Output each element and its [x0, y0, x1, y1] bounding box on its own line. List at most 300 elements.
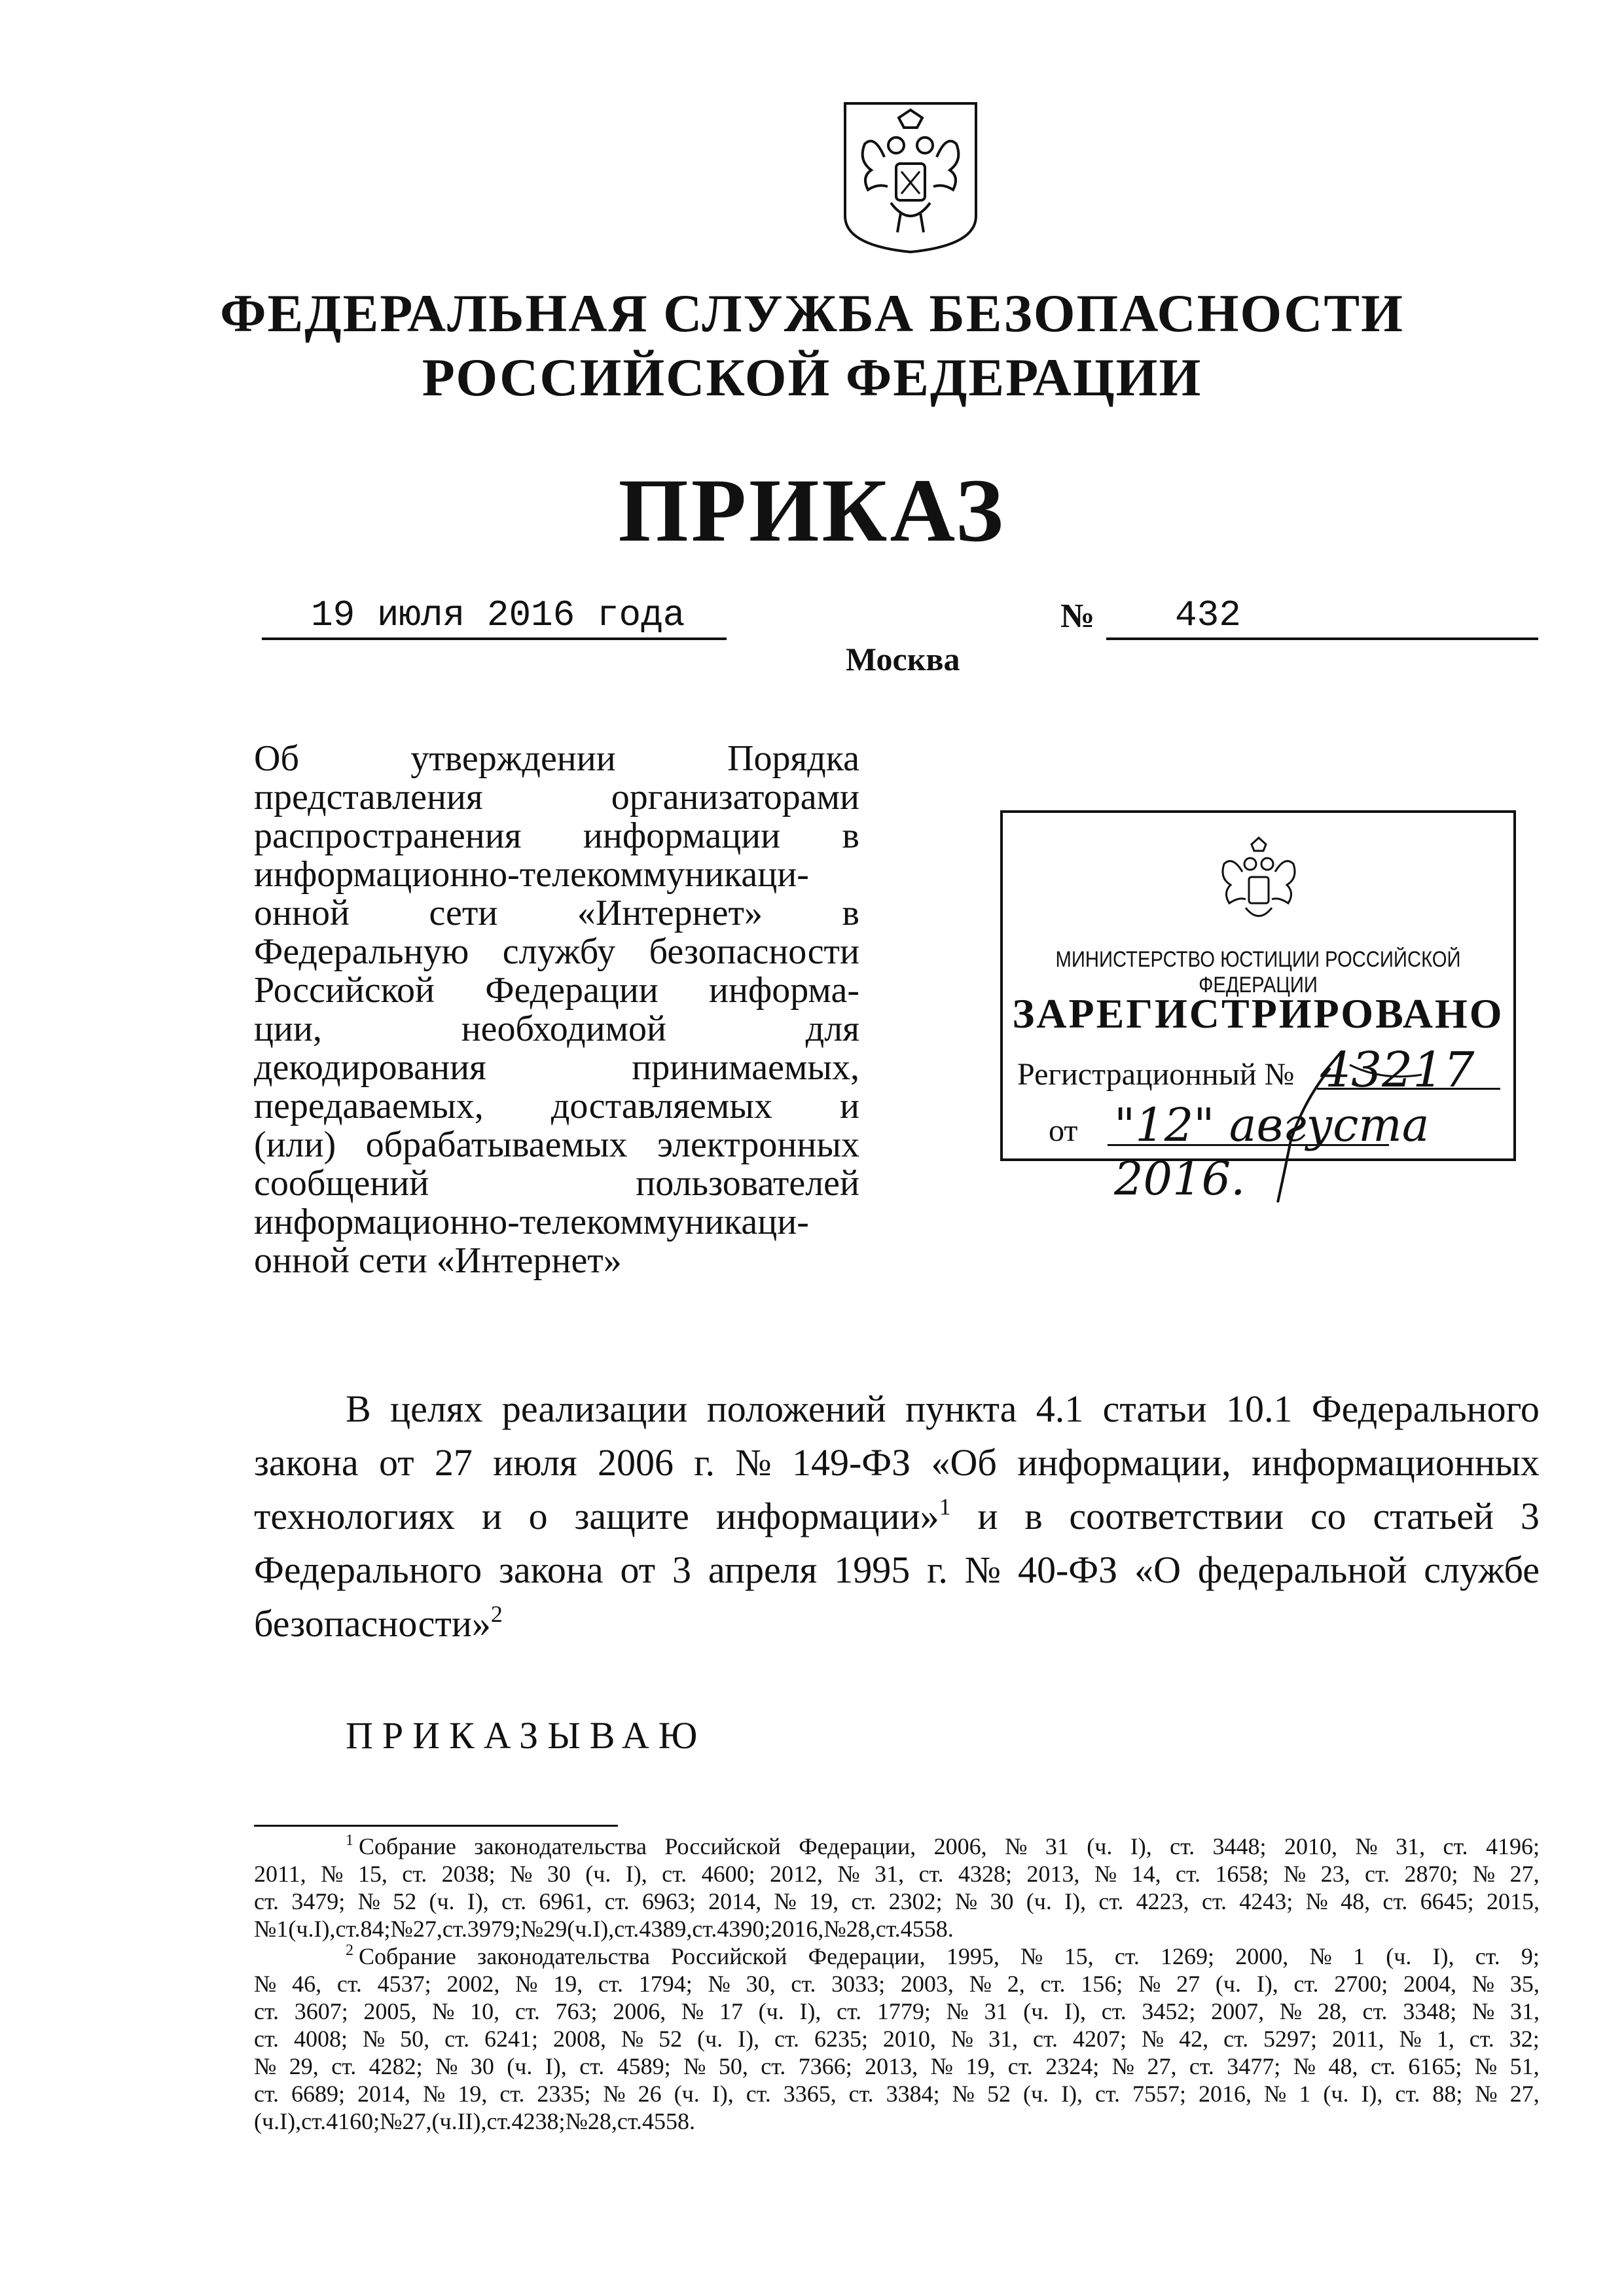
footnote-word: ст.: [1033, 2026, 1058, 2052]
footnote-word: (ч.: [1023, 1998, 1049, 2024]
footnote-word: №: [1138, 1971, 1161, 1997]
footnote-word: 2005,: [363, 1998, 417, 2024]
city: Москва: [846, 641, 960, 677]
body-word: реализации: [501, 1388, 688, 1430]
footnote-line: [254, 1970, 1540, 1998]
footnote-word: 26: [638, 2081, 662, 2107]
footnote-word: №: [1264, 2081, 1287, 2107]
footnote-word: №: [621, 2026, 644, 2052]
footnote-word: ст.: [254, 1998, 280, 2024]
footnote-word: ст.: [444, 2026, 470, 2052]
stamp-reg-number: 43217: [1320, 1042, 1475, 1098]
footnote-word: (ч.: [1087, 1833, 1113, 1859]
footnote-word: 28,: [587, 2108, 617, 2134]
footnote-word: I),: [545, 2053, 567, 2079]
body-word: закона: [498, 1549, 604, 1591]
footnote-word: (ч.: [431, 2108, 458, 2134]
footnote-word: 2006,: [933, 1833, 987, 1859]
footnote-word: 2014,: [357, 2081, 410, 2107]
footnote-word: 27,: [412, 1916, 442, 1942]
footnote-word: 27,: [402, 2108, 432, 2134]
footnote-word: (ч.: [254, 2108, 280, 2134]
footnote-line: [254, 1888, 1540, 1915]
footnote-word: 46,: [292, 1971, 322, 1997]
title-word: безопасности: [649, 931, 859, 972]
footnote-word: 4328;: [958, 1861, 1013, 1887]
body-word: информации»$^1$: [715, 1494, 951, 1537]
footnote-word: 2006,: [613, 1998, 666, 2024]
footnote-word: 6961,: [539, 1888, 592, 1914]
title-word: Об: [254, 738, 299, 779]
footnote-line: [254, 1833, 1540, 1860]
footnote-word: ст.: [746, 2081, 771, 2107]
title-word: декодирования: [254, 1047, 486, 1088]
coat-of-arms-icon: [839, 98, 983, 255]
footnote-word: 2700;: [1334, 1971, 1388, 1997]
footnote-word: 30: [470, 2053, 494, 2079]
footnote-word: 1,: [1436, 2026, 1454, 2052]
title-word: для: [805, 1009, 859, 1049]
footnote-word: ст.: [774, 2026, 800, 2052]
body-word: и: [977, 1495, 998, 1537]
title-word: передаваемых,: [254, 1086, 484, 1126]
footnote-word: 2010,: [1284, 1833, 1337, 1859]
footnote-word: 2013,: [1026, 1861, 1080, 1887]
body-word: «Об: [931, 1441, 997, 1484]
title-line: [254, 1242, 859, 1280]
footnote-word: №: [1141, 2026, 1164, 2052]
title-line: [254, 971, 859, 1010]
title-word: пользователей: [636, 1163, 859, 1204]
footnote-word: 32;: [1509, 2026, 1540, 2052]
footnote-word: №: [1309, 1943, 1332, 1969]
body-word: 149-ФЗ: [791, 1441, 911, 1484]
signature-icon: [1252, 1062, 1461, 1206]
body-word: «О: [1134, 1549, 1181, 1591]
footnote-word: (ч.: [288, 1916, 314, 1942]
body-word: информационных: [1251, 1441, 1540, 1484]
footnote-word: 3479;: [291, 1888, 346, 1914]
footnote-word: ст.: [875, 1916, 901, 1942]
footnote-word: №: [1399, 2026, 1422, 2052]
title-word: и: [840, 1086, 859, 1126]
body-word: В: [346, 1388, 371, 1430]
footnote-line: [254, 2080, 1540, 2108]
footnote-word: 4558.: [900, 1916, 954, 1942]
footnote-word: №: [954, 1888, 978, 1914]
footnote-line: [254, 2053, 1540, 2080]
footnote-word: ст.: [254, 2081, 280, 2107]
footnote-word: 6165;: [1408, 2053, 1462, 2079]
footnote-line: [254, 2108, 1540, 2135]
footnote-word: ст.: [1007, 2053, 1033, 2079]
body-line: [254, 1597, 1540, 1651]
footnote-word: №: [1471, 1971, 1495, 1997]
footnote-word: 1794;: [638, 1971, 693, 1997]
title-line: [254, 740, 859, 778]
footnote-word: 31,: [1396, 1833, 1426, 1859]
footnote-word: 2014,: [708, 1888, 762, 1914]
footnote-word: 2011,: [254, 1861, 306, 1887]
footnote-word: №: [683, 2053, 706, 2079]
title-line: [254, 1087, 859, 1126]
footnote-word: 6645;: [1420, 1888, 1474, 1914]
footnote-word: 2038;: [441, 1861, 496, 1887]
footnote-word: 4238;: [511, 2108, 566, 2134]
title-word: информации: [583, 816, 781, 856]
footnote-word: 27,: [1147, 2053, 1177, 2079]
body-word: федеральной: [1197, 1549, 1407, 1591]
footnote-word: I),: [1064, 1998, 1087, 2024]
body-line: [254, 1490, 1540, 1543]
footnote-word: 1779;: [876, 1998, 931, 2024]
footnote-marker[interactable]: 1: [939, 1494, 951, 1520]
footnote-word: №: [1283, 1861, 1307, 1887]
footnote-word: №: [1474, 2053, 1498, 2079]
footnote-word: ст.: [617, 2108, 642, 2134]
footnote-word: №: [520, 1916, 544, 1942]
footnote-word: ст.: [1370, 2053, 1396, 2079]
title-line: [254, 933, 859, 971]
agency-name-line1: ФЕДЕРАЛЬНАЯ СЛУЖБА БЕЗОПАСНОСТИ: [220, 283, 1404, 343]
footnote-word: ст.: [336, 1971, 362, 1997]
footnote-word: 2003,: [900, 1971, 954, 1997]
title-word: утверждении: [410, 738, 616, 779]
footnote-number: 1: [346, 1832, 353, 1849]
footnote-word: №: [952, 2081, 975, 2107]
footnote-line: [254, 1860, 1540, 1888]
footnote-word: ст.: [486, 2108, 512, 2134]
footnote-word: 2004,: [1403, 1971, 1457, 1997]
footnote-word: №: [254, 1971, 277, 1997]
body-word: №: [964, 1549, 1001, 1591]
registration-stamp: [1000, 810, 1516, 1206]
footnote-word: Российской: [671, 1943, 787, 1969]
body-word: службе: [1424, 1549, 1540, 1591]
footnote-word: Федерации,: [799, 1833, 916, 1859]
footnote-word: №: [362, 2026, 386, 2052]
stamp-coat-of-arms-icon: [1210, 833, 1308, 931]
footnote-word: ст.: [851, 1888, 876, 1914]
body-word: информации,: [1017, 1441, 1231, 1484]
footnote-word: ст.: [1176, 1861, 1201, 1887]
footnote-word: (ч.: [585, 1861, 611, 1887]
footnote-word: (ч.: [507, 2053, 533, 2079]
footnote-word: 4196;: [1485, 1833, 1540, 1859]
footnote-word: 2012,: [770, 1861, 823, 1887]
footnote-word: 10,: [470, 1998, 500, 2024]
footnote-word: 2016,: [1199, 2081, 1252, 2107]
footnote-word: ст.: [1469, 2026, 1494, 2052]
footnote-word: I),: [467, 1888, 489, 1914]
footnote-word: №: [930, 2053, 953, 2079]
footnote-word: ст.: [1170, 1833, 1195, 1859]
footnote-word: ст.: [791, 1971, 816, 1997]
stamp-from-label: от: [1049, 1113, 1078, 1148]
footnote-word: ст.: [761, 2053, 786, 2079]
footnote-word: 3607;: [294, 1998, 348, 2024]
footnote-word: II),: [457, 2108, 487, 2134]
footnote-word: 4008;: [293, 2026, 348, 2052]
footnote-word: законодательства: [477, 1943, 650, 1969]
footnote-word: ст.: [604, 1888, 630, 1914]
footnote-word: 3448;: [1212, 1833, 1267, 1859]
footnote-word: ст.: [579, 2053, 605, 2079]
footnote-word: №: [681, 1998, 704, 2024]
footnote-word: 2013,: [865, 2053, 918, 2079]
footnote-word: №: [774, 1888, 797, 1914]
footnote-word: №: [708, 1971, 731, 1997]
footnote-word: 52: [659, 2026, 683, 2052]
footnote-line: [254, 1943, 1540, 1970]
footnote-word: I),: [1061, 2081, 1083, 2107]
footnote-word: ст.: [662, 1861, 687, 1887]
title-word: в: [842, 816, 859, 856]
footnote-word: I),: [592, 1916, 615, 1942]
footnote-word: ст.: [1101, 1998, 1127, 2024]
footnote-word: ст.: [331, 2053, 357, 2079]
footnote-word: I),: [314, 1916, 336, 1942]
footnote-word: 3033;: [831, 1971, 886, 1997]
footnote-word: 31: [984, 1998, 1008, 2024]
body-word: технологиях: [254, 1495, 456, 1537]
title-word: онной сети «Интернет»: [254, 1240, 622, 1281]
title-line: [254, 1203, 859, 1242]
footnote-line: [254, 2025, 1540, 2053]
title-word: представления: [254, 777, 483, 817]
footnote-word: 2870;: [1404, 1861, 1458, 1887]
footnote-word: №: [390, 1916, 413, 1942]
footnote-word: ст.: [1365, 1861, 1390, 1887]
footnote-word: 88;: [1432, 2081, 1463, 2107]
footnote-word: 30: [547, 1861, 571, 1887]
footnote-word: 4207;: [1072, 2026, 1127, 2052]
footnote-word: №: [510, 1861, 533, 1887]
footnote-word: 15,: [1064, 1943, 1094, 1969]
footnote-word: (ч.: [1215, 1971, 1242, 1997]
footnote-word: (ч.: [429, 1888, 455, 1914]
footnote-word: ст.: [1395, 2081, 1420, 2107]
title-word: информационно-телекоммуникаци-: [254, 854, 809, 895]
body-word: 3: [1520, 1495, 1540, 1537]
footnote-word: 6963;: [641, 1888, 696, 1914]
footnote-word: 3384;: [886, 2081, 940, 2107]
footnote-word: I),: [280, 2108, 302, 2134]
title-word: (или): [254, 1124, 336, 1165]
title-word: Федеральную: [254, 931, 469, 972]
footnote-word: ст.: [918, 1861, 944, 1887]
footnote-word: I),: [712, 2081, 734, 2107]
footnote-word: 19,: [965, 2053, 996, 2079]
footnote-word: 28,: [846, 1916, 876, 1942]
body-word: 3: [672, 1549, 692, 1591]
footnote-word: 23,: [1320, 1861, 1350, 1887]
footnote-word: 2000,: [1235, 1943, 1289, 1969]
footnote-word: №: [1355, 1833, 1378, 1859]
footnote-word: №: [1471, 1998, 1495, 2024]
body-word: защите: [574, 1495, 689, 1537]
footnote-word: 4282;: [369, 2053, 423, 2079]
order-word: ПРИКАЗЫВАЮ: [346, 1714, 707, 1757]
footnote-word: (ч.: [567, 1916, 593, 1942]
footnote-word: (ч.: [1323, 2081, 1349, 2107]
footnote-word: ст.: [1098, 1888, 1124, 1914]
title-word: сообщений: [254, 1163, 429, 1204]
footnote-word: ст.: [1382, 1888, 1408, 1914]
body-word: 10.1: [1225, 1388, 1293, 1430]
footnote-word: 29: [543, 1916, 568, 1942]
footnote-word: I),: [625, 1861, 647, 1887]
footnote-word: №: [823, 1916, 846, 1942]
footnote-word: №: [1293, 2053, 1316, 2079]
footnote-word: №: [1094, 1861, 1117, 1887]
footnote-word: (ч.: [1023, 2081, 1049, 2107]
footnote-word: 15,: [357, 1861, 388, 1887]
footnote-word: №: [1111, 2053, 1135, 2079]
footnote-word: 84;: [360, 1916, 391, 1942]
title-word: онной: [254, 893, 350, 933]
body-word: в: [1024, 1495, 1043, 1537]
body-word: закона: [254, 1441, 359, 1484]
title-line: [254, 1164, 859, 1203]
footnote-word: ст.: [254, 2026, 280, 2052]
footnote-marker[interactable]: 2: [490, 1601, 503, 1627]
title-line: [254, 817, 859, 855]
title-word: сети: [429, 893, 498, 933]
footnote-word: 19,: [809, 1888, 839, 1914]
preamble: [254, 1382, 1540, 1651]
title-word: распространения: [254, 816, 522, 856]
title-line: [254, 894, 859, 933]
footnote-word: №: [515, 1971, 538, 1997]
body-word: соответствии: [1069, 1495, 1284, 1537]
footnote-word: 50,: [400, 2026, 430, 2052]
footnote-word: 1658;: [1215, 1861, 1269, 1887]
footnote-word: ст.: [598, 1971, 624, 1997]
body-word: статьей: [1373, 1495, 1494, 1537]
title-line: [254, 855, 859, 894]
footnote-word: 2302;: [888, 1888, 943, 1914]
footnote-word: 4160;: [326, 2108, 380, 2134]
footnote-word: 2016,: [770, 1916, 824, 1942]
footnote-word: 6241;: [484, 2026, 539, 2052]
footnote-word: I),: [738, 2026, 760, 2052]
footnote-word: 35,: [1509, 1971, 1540, 1997]
footnote-word: 4243;: [1239, 1888, 1293, 1914]
footnote-word: 4558.: [641, 2108, 695, 2134]
body-word: 40-ФЗ: [1017, 1549, 1118, 1591]
footnote-word: №: [565, 2108, 588, 2134]
agency-name-line2: РОССИЙСКОЙ ФЕДЕРАЦИИ: [422, 348, 1202, 407]
body-word: и: [481, 1495, 502, 1537]
footnote-word: ст.: [499, 2081, 525, 2107]
footnote-word: №: [1475, 2081, 1498, 2107]
footnote-word: ст.: [1475, 1943, 1500, 1969]
title-word: электронных: [657, 1124, 859, 1165]
footnote-word: ст.: [514, 1998, 540, 2024]
title-word: службу: [502, 931, 616, 972]
footnote-word: ст.: [692, 1916, 717, 1942]
footnote-word: ст.: [1293, 1971, 1319, 1997]
footnote-word: Федерации,: [808, 1943, 926, 1969]
footnote-word: №: [950, 2026, 974, 2052]
footnote-word: ст.: [1189, 2053, 1214, 2079]
footnote-word: №: [969, 1971, 992, 1997]
body-word: от: [620, 1549, 656, 1591]
stamp-reg-label: Регистрационный №: [1017, 1057, 1295, 1092]
body-word: статьи: [1102, 1388, 1207, 1430]
title-word: Федерации: [485, 970, 659, 1011]
footnote-word: ст.: [837, 1998, 862, 2024]
footnote-word: $^1$ Собрание: [346, 1832, 456, 1859]
title-word: информа-: [709, 970, 859, 1011]
footnote-word: I),: [1256, 1971, 1278, 1997]
body-word: Федерального: [254, 1549, 482, 1591]
footnote-word: 19,: [553, 1971, 583, 1997]
footnote-word: 4600;: [701, 1861, 755, 1887]
footnote-word: ст.: [1223, 2026, 1249, 2052]
footnote-word: 31,: [875, 1861, 905, 1887]
body-word: Федерального: [1311, 1388, 1540, 1430]
footnote-word: 156;: [1081, 1971, 1123, 1997]
footnote-word: №: [254, 2053, 277, 2079]
footnote-word: ст.: [402, 1861, 427, 1887]
footnote-word: 4389,: [639, 1916, 693, 1942]
footnote-word: 31,: [988, 2026, 1019, 2052]
footnote-word: 27,: [1509, 1861, 1540, 1887]
body-word: 27: [434, 1441, 473, 1484]
footnote-word: 2010,: [882, 2026, 936, 2052]
footnote-word: 1: [1299, 2081, 1311, 2107]
footnote-word: ст.: [335, 1916, 361, 1942]
footnote-word: 2,: [1007, 1971, 1025, 1997]
document-date: 19 июля 2016 года: [311, 594, 685, 636]
body-line: [254, 1436, 1540, 1490]
document-number: 432: [1175, 594, 1241, 636]
number-label: №: [1060, 598, 1095, 635]
footnote-word: ст.: [1201, 1888, 1227, 1914]
footnote-word: №: [946, 1998, 969, 2024]
footnote-word: №: [1279, 1998, 1303, 2024]
title-word: в: [842, 893, 859, 933]
footnote-word: №: [1305, 1888, 1328, 1914]
footnote-word: I),: [1361, 2081, 1383, 2107]
footnote-word: №: [321, 1861, 344, 1887]
footnote-word: ст.: [442, 1916, 467, 1942]
title-word: доставляемых: [550, 1086, 772, 1126]
title-word: «Интернет»: [577, 893, 763, 933]
footnote-word: №: [837, 1861, 860, 1887]
footnote-word: 6235;: [814, 2026, 868, 2052]
footnote-word: 17: [719, 1998, 743, 2024]
footnote-word: I),: [1064, 1888, 1087, 1914]
footnote-word: 2335;: [537, 2081, 591, 2107]
footnote-word: 28,: [1317, 1998, 1347, 2024]
footnote-number: 2: [346, 1942, 353, 1959]
footnote-word: 3365,: [783, 2081, 837, 2107]
footnote-word: 2011,: [1331, 2026, 1384, 2052]
title-word: Российской: [254, 970, 435, 1011]
body-word: положений: [706, 1388, 886, 1430]
footnote-word: законодательства: [474, 1833, 647, 1859]
title-line: [254, 1010, 859, 1049]
footnote-word: 3348;: [1403, 1998, 1457, 2024]
footnote-word: 29,: [289, 2053, 319, 2079]
footnote-word: 42,: [1179, 2026, 1209, 2052]
title-word: организаторами: [611, 777, 859, 817]
body-line: [254, 1543, 1540, 1597]
footnote-word: I),: [1130, 1833, 1152, 1859]
